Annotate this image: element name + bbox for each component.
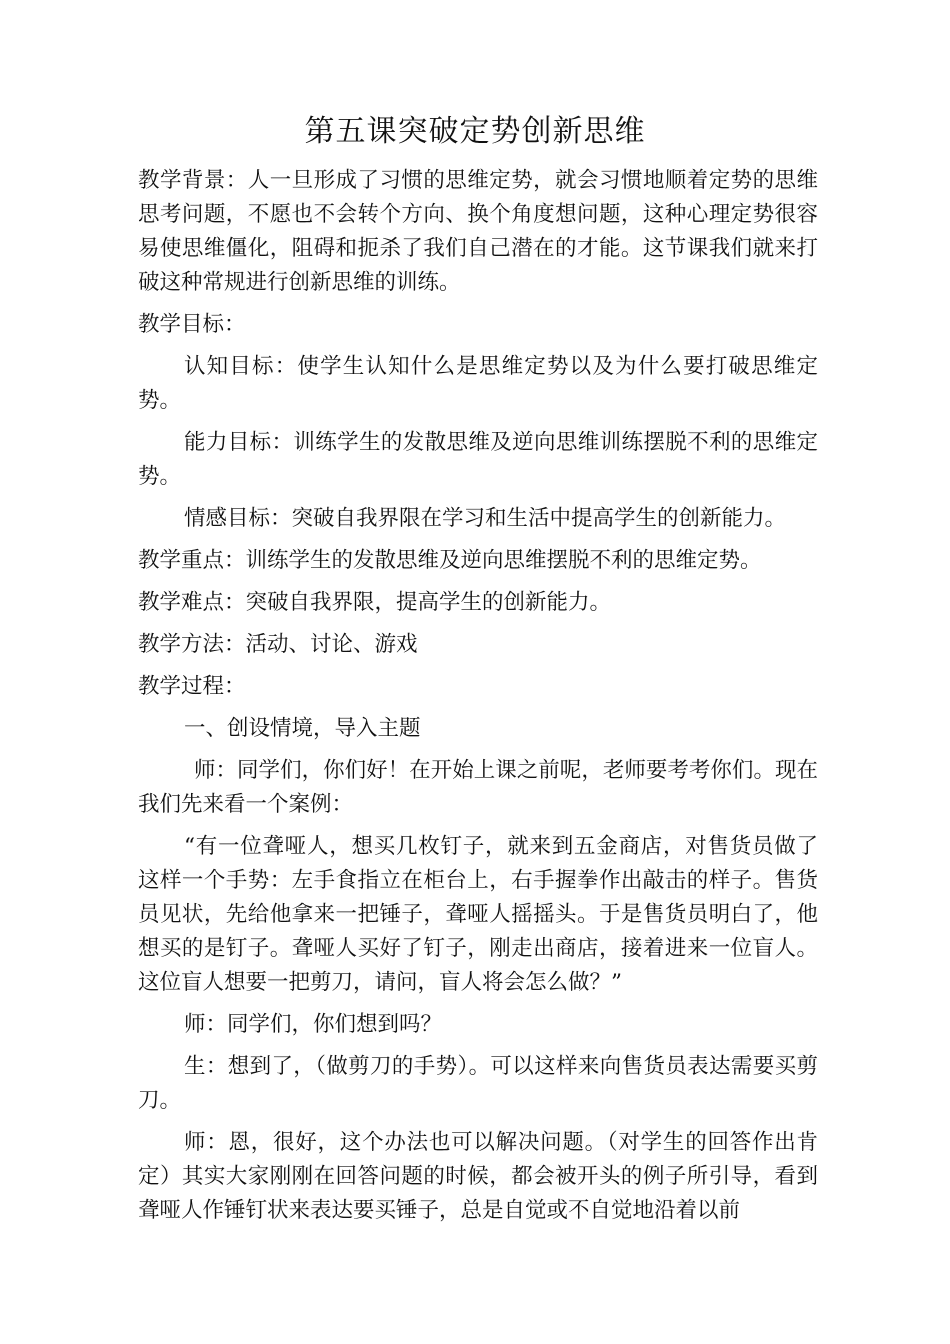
teacher-line-2: 师：同学们，你们想到吗？	[184, 1012, 443, 1037]
teaching-methods: 教学方法：活动、讨论、游戏	[138, 632, 418, 657]
key-point: 教学重点：训练学生的发散思维及逆向思维摆脱不利的思维定势。	[138, 548, 762, 573]
lesson-title: 第五课突破定势创新思维	[304, 114, 646, 149]
goal-ability: 能力目标：训练学生的发散思维及逆向思维训练摆脱不利的思维定势。	[138, 430, 818, 489]
teaching-background: 教学背景：人一旦形成了习惯的思维定势，就会习惯地顺着定势的思维思考问题，不愿也不会转个方向、换个角度想问题，这种心理定势很容易使思维僵化，阻碍和扼杀了我们自己潜在的才能。这节课我们就来打破这种常规进行创新思维的训练。	[138, 168, 818, 295]
lesson-body	[138, 164, 818, 1228]
difficulty: 教学难点：突破自我界限，提高学生的创新能力。	[138, 590, 612, 615]
case-story: “有一位聋哑人，想买几枚钉子，就来到五金商店，对售货员做了这样一个手势：左手食指立在柜台上，右手握拳作出敲击的样子。售货员见状，先给他拿来一把锤子，聋哑人摇摇头。于是售货员明白了，他想买的是钉子。聋哑人买好了钉子，刚走出商店，接着进来一位盲人。这位盲人想要一把剪刀，请问，盲人将会怎么做？”	[138, 834, 818, 995]
teacher-line-3: 师：恩，很好，这个办法也可以解决问题。（对学生的回答作出肯定）其实大家刚刚在回答问题的时候，都会被开头的例子所引导，看到聋哑人作锤钉状来表达要买锤子，总是自觉或不自觉地沿着以前	[138, 1130, 818, 1223]
goal-emotion: 情感目标：突破自我界限在学习和生活中提高学生的创新能力。	[184, 506, 787, 531]
goals-heading: 教学目标：	[138, 312, 246, 337]
student-line-1: 生：想到了，（做剪刀的手势）。可以这样来向售货员表达需要买剪刀。	[138, 1054, 818, 1113]
section-one-heading: 一、创设情境，导入主题	[184, 716, 421, 741]
goal-cognitive: 认知目标：使学生认知什么是思维定势以及为什么要打破思维定势。	[138, 354, 818, 413]
teacher-line-1: 师：同学们，你们好！在开始上课之前呢，老师要考考你们。现在我们先来看一个案例：	[138, 758, 818, 817]
process-heading: 教学过程：	[138, 674, 246, 699]
